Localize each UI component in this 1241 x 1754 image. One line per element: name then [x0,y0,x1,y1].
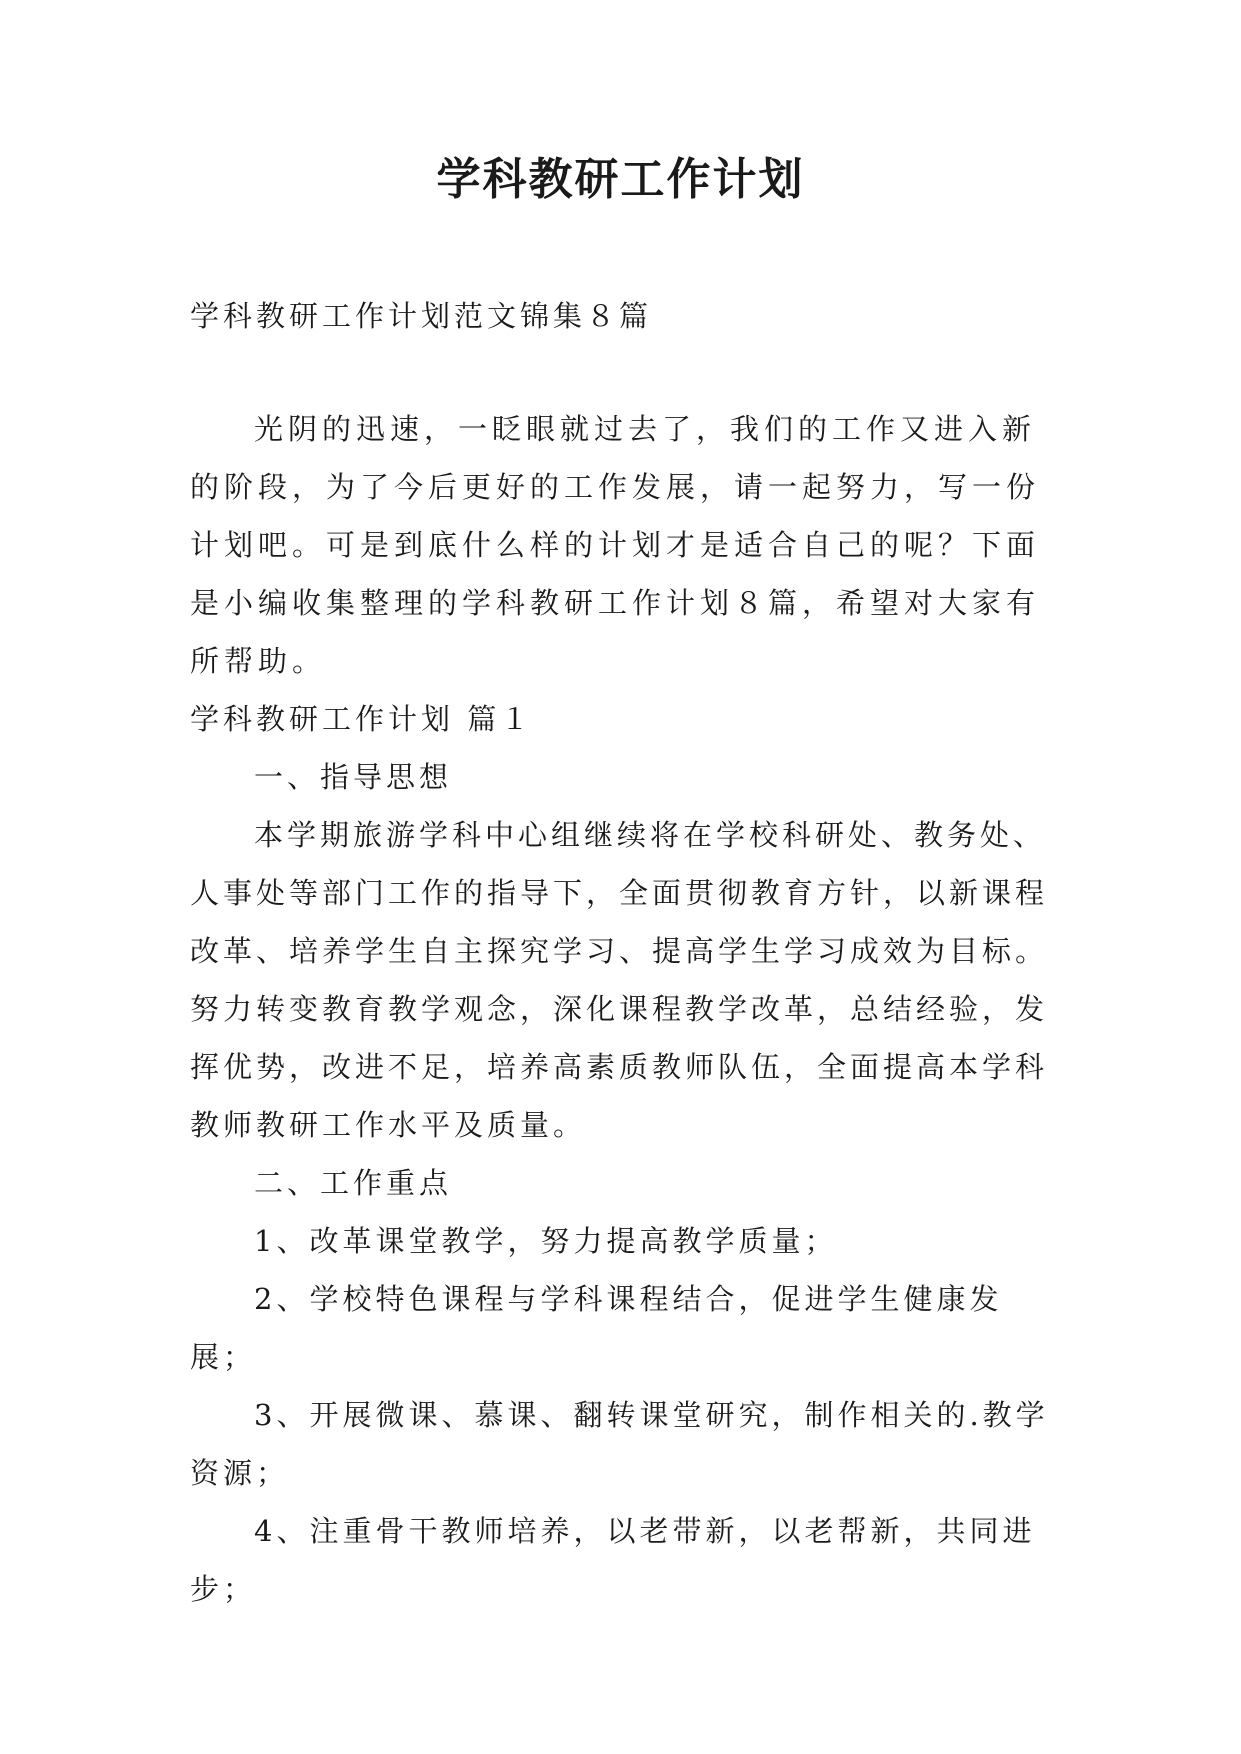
intro-paragraph: 光阴的迅速，一眨眼就过去了，我们的工作又进入新的阶段，为了今后更好的工作发展，请一起努力，写一份计划吧。可是到底什么样的计划才是适合自己的呢？下面是小编收集整理的学科教研工作计划８篇，希望对大家有所帮助。 [190,412,1041,678]
list-item: 3、开展微课、慕课、翻转课堂研究，制作相关的.教学资源； [190,1398,1049,1490]
heading-guiding-ideology: 一、指导思想 [254,760,453,794]
list-item: 2、学校特色课程与学科课程结合，促进学生健康发展； [190,1282,1003,1374]
list-item: 4、注重骨干教师培养，以老带新，以老帮新，共同进步； [190,1514,1036,1606]
document-subtitle: 学科教研工作计划范文锦集８篇 [190,299,653,333]
paragraph-guiding-ideology: 本学期旅游学科中心组继续将在学校科研处、教务处、人事处等部门工作的指导下，全面贯彻教育方针，以新课程改革、培养学生自主探究学习、提高学生学习成效为目标。努力转变教育教学观念，深化课程教学改革，总结经验，发挥优势，改进不足，培养高素质教师队伍，全面提高本学科教师教研工作水平及质量。 [190,818,1049,1142]
heading-work-focus: 二、工作重点 [254,1166,453,1200]
list-item: 1、改革课堂教学，努力提高教学质量； [254,1224,838,1258]
document-title: 学科教研工作计划 [436,154,805,205]
section-title: 学科教研工作计划 篇１ [190,702,534,736]
section-content [190,690,1050,1618]
